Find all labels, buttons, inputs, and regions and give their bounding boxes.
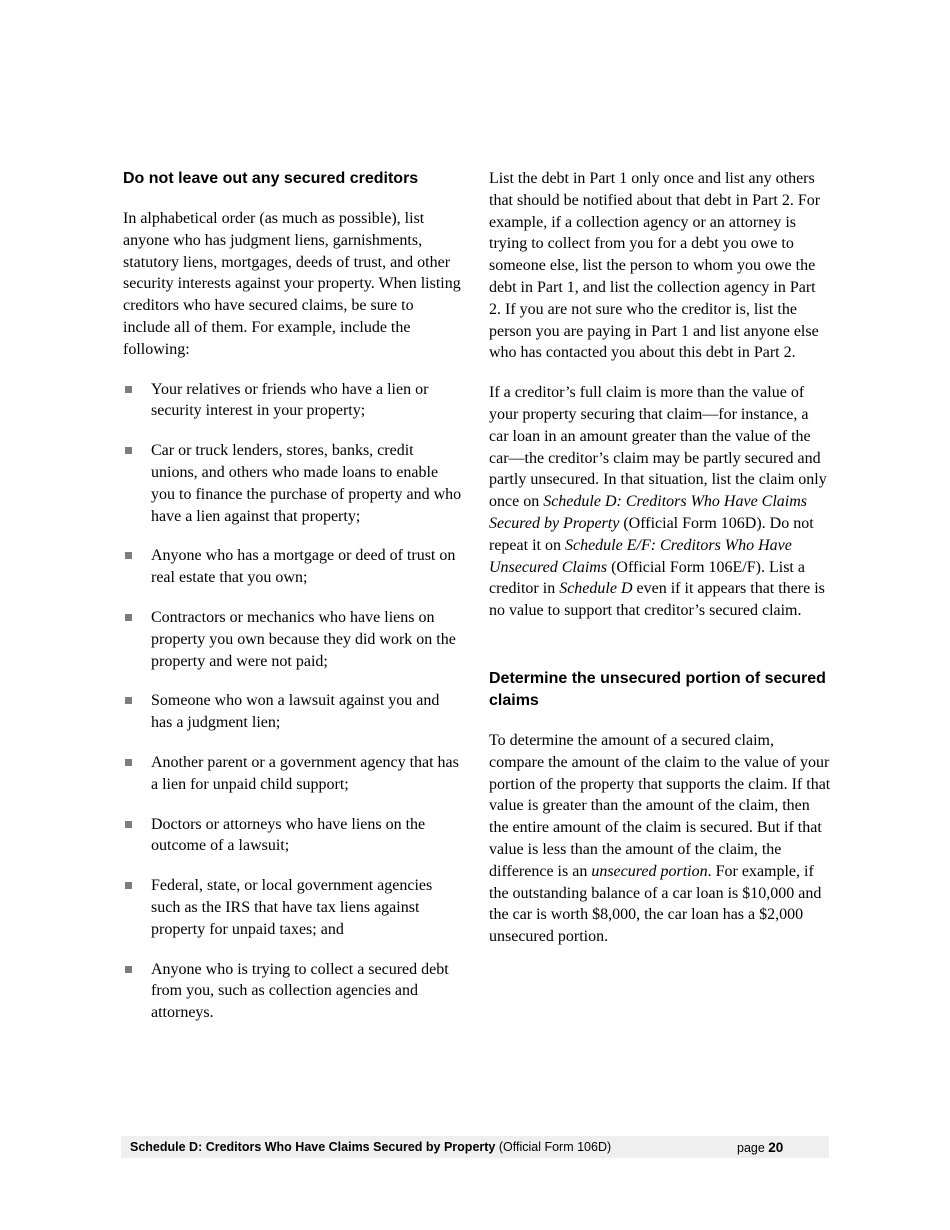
right-column xyxy=(489,168,831,948)
left-column xyxy=(123,168,463,1024)
list-item: Anyone who is trying to collect a secured debt from you, such as collection agencies and attorneys. xyxy=(123,959,463,1024)
list-item: Car or truck lenders, stores, banks, credit unions, and others who made loans to enable you to finance the purchase of property and who have a lien against that property; xyxy=(123,440,463,527)
square-bullet-icon xyxy=(125,386,132,393)
list-item: Another parent or a government agency that has a lien for unpaid child support; xyxy=(123,752,463,796)
unsecured-portion-paragraph: To determine the amount of a secured claim, compare the amount of the claim to the value of your portion of the property that supports the claim. If that value is greater than the amount of the claim, then the entire amount of the claim is secured. But if that value is less than the amount of the claim, the difference is an unsecured portion. For example, if the outstanding balance of a car loan is $10,000 and the car is worth $8,000, the car loan has a $2,000 unsecured portion. xyxy=(489,731,831,946)
list-item: Doctors or attorneys who have liens on the outcome of a lawsuit; xyxy=(123,814,463,858)
page-footer xyxy=(121,1136,829,1158)
list-item: Contractors or mechanics who have liens on property you own because they did work on the property and were not paid; xyxy=(123,607,463,672)
list-item: Someone who won a lawsuit against you and has a judgment lien; xyxy=(123,690,463,734)
list-item: Your relatives or friends who have a lien or security interest in your property; xyxy=(123,379,463,423)
part-listing-paragraph: List the debt in Part 1 only once and list any others that should be notified about that debt in Part 2. For example, if a collection agency or an attorney is trying to collect from you for a debt you owe to someone else, list the person to whom you owe the debt in Part 1, and list the collection agency in Part 2. If you are not sure who the creditor is, list the person you are paying in Part 1 and list anyone else who has contacted you about this debt in Part 2. xyxy=(489,170,821,362)
footer-page-number: page 20 xyxy=(737,1140,784,1155)
square-bullet-icon xyxy=(125,821,132,828)
square-bullet-icon xyxy=(125,614,132,621)
footer-form-title: Schedule D: Creditors Who Have Claims Secured by Property (Official Form 106D) xyxy=(130,1140,612,1154)
section-heading-unsecured-portion: Determine the unsecured portion of secured claims xyxy=(489,669,826,709)
list-item: Federal, state, or local government agencies such as the IRS that have tax liens against property for unpaid taxes; and xyxy=(123,875,463,940)
section-heading-secured-creditors: Do not leave out any secured creditors xyxy=(123,170,419,187)
creditor-bullet-list xyxy=(123,379,463,1024)
square-bullet-icon xyxy=(125,552,132,559)
intro-paragraph: In alphabetical order (as much as possible), list anyone who has judgment liens, garnishments, statutory liens, mortgages, deeds of trust, and other security interests against your property. When listing creditors who have secured claims, be sure to include all of them. For example, include the following: xyxy=(123,210,461,358)
list-item: Anyone who has a mortgage or deed of trust on real estate that you own; xyxy=(123,545,463,589)
square-bullet-icon xyxy=(125,759,132,766)
partly-secured-paragraph: If a creditor’s full claim is more than the value of your property securing that claim—for instance, a car loan in an amount greater than the value of the car—the creditor’s claim may be partly secured and partly unsecured. In that situation, list the claim only once on Schedule D: Creditors Who Have Claims Secured by Property (Official Form 106D). Do not repeat it on Schedule E/F: Creditors Who Have Unsecured Claims (Official Form 106E/F). List a creditor in Schedule D even if it appears that there is no value to support that creditor’s secured claim. xyxy=(489,384,827,620)
square-bullet-icon xyxy=(125,966,132,973)
square-bullet-icon xyxy=(125,697,132,704)
square-bullet-icon xyxy=(125,882,132,889)
square-bullet-icon xyxy=(125,447,132,454)
